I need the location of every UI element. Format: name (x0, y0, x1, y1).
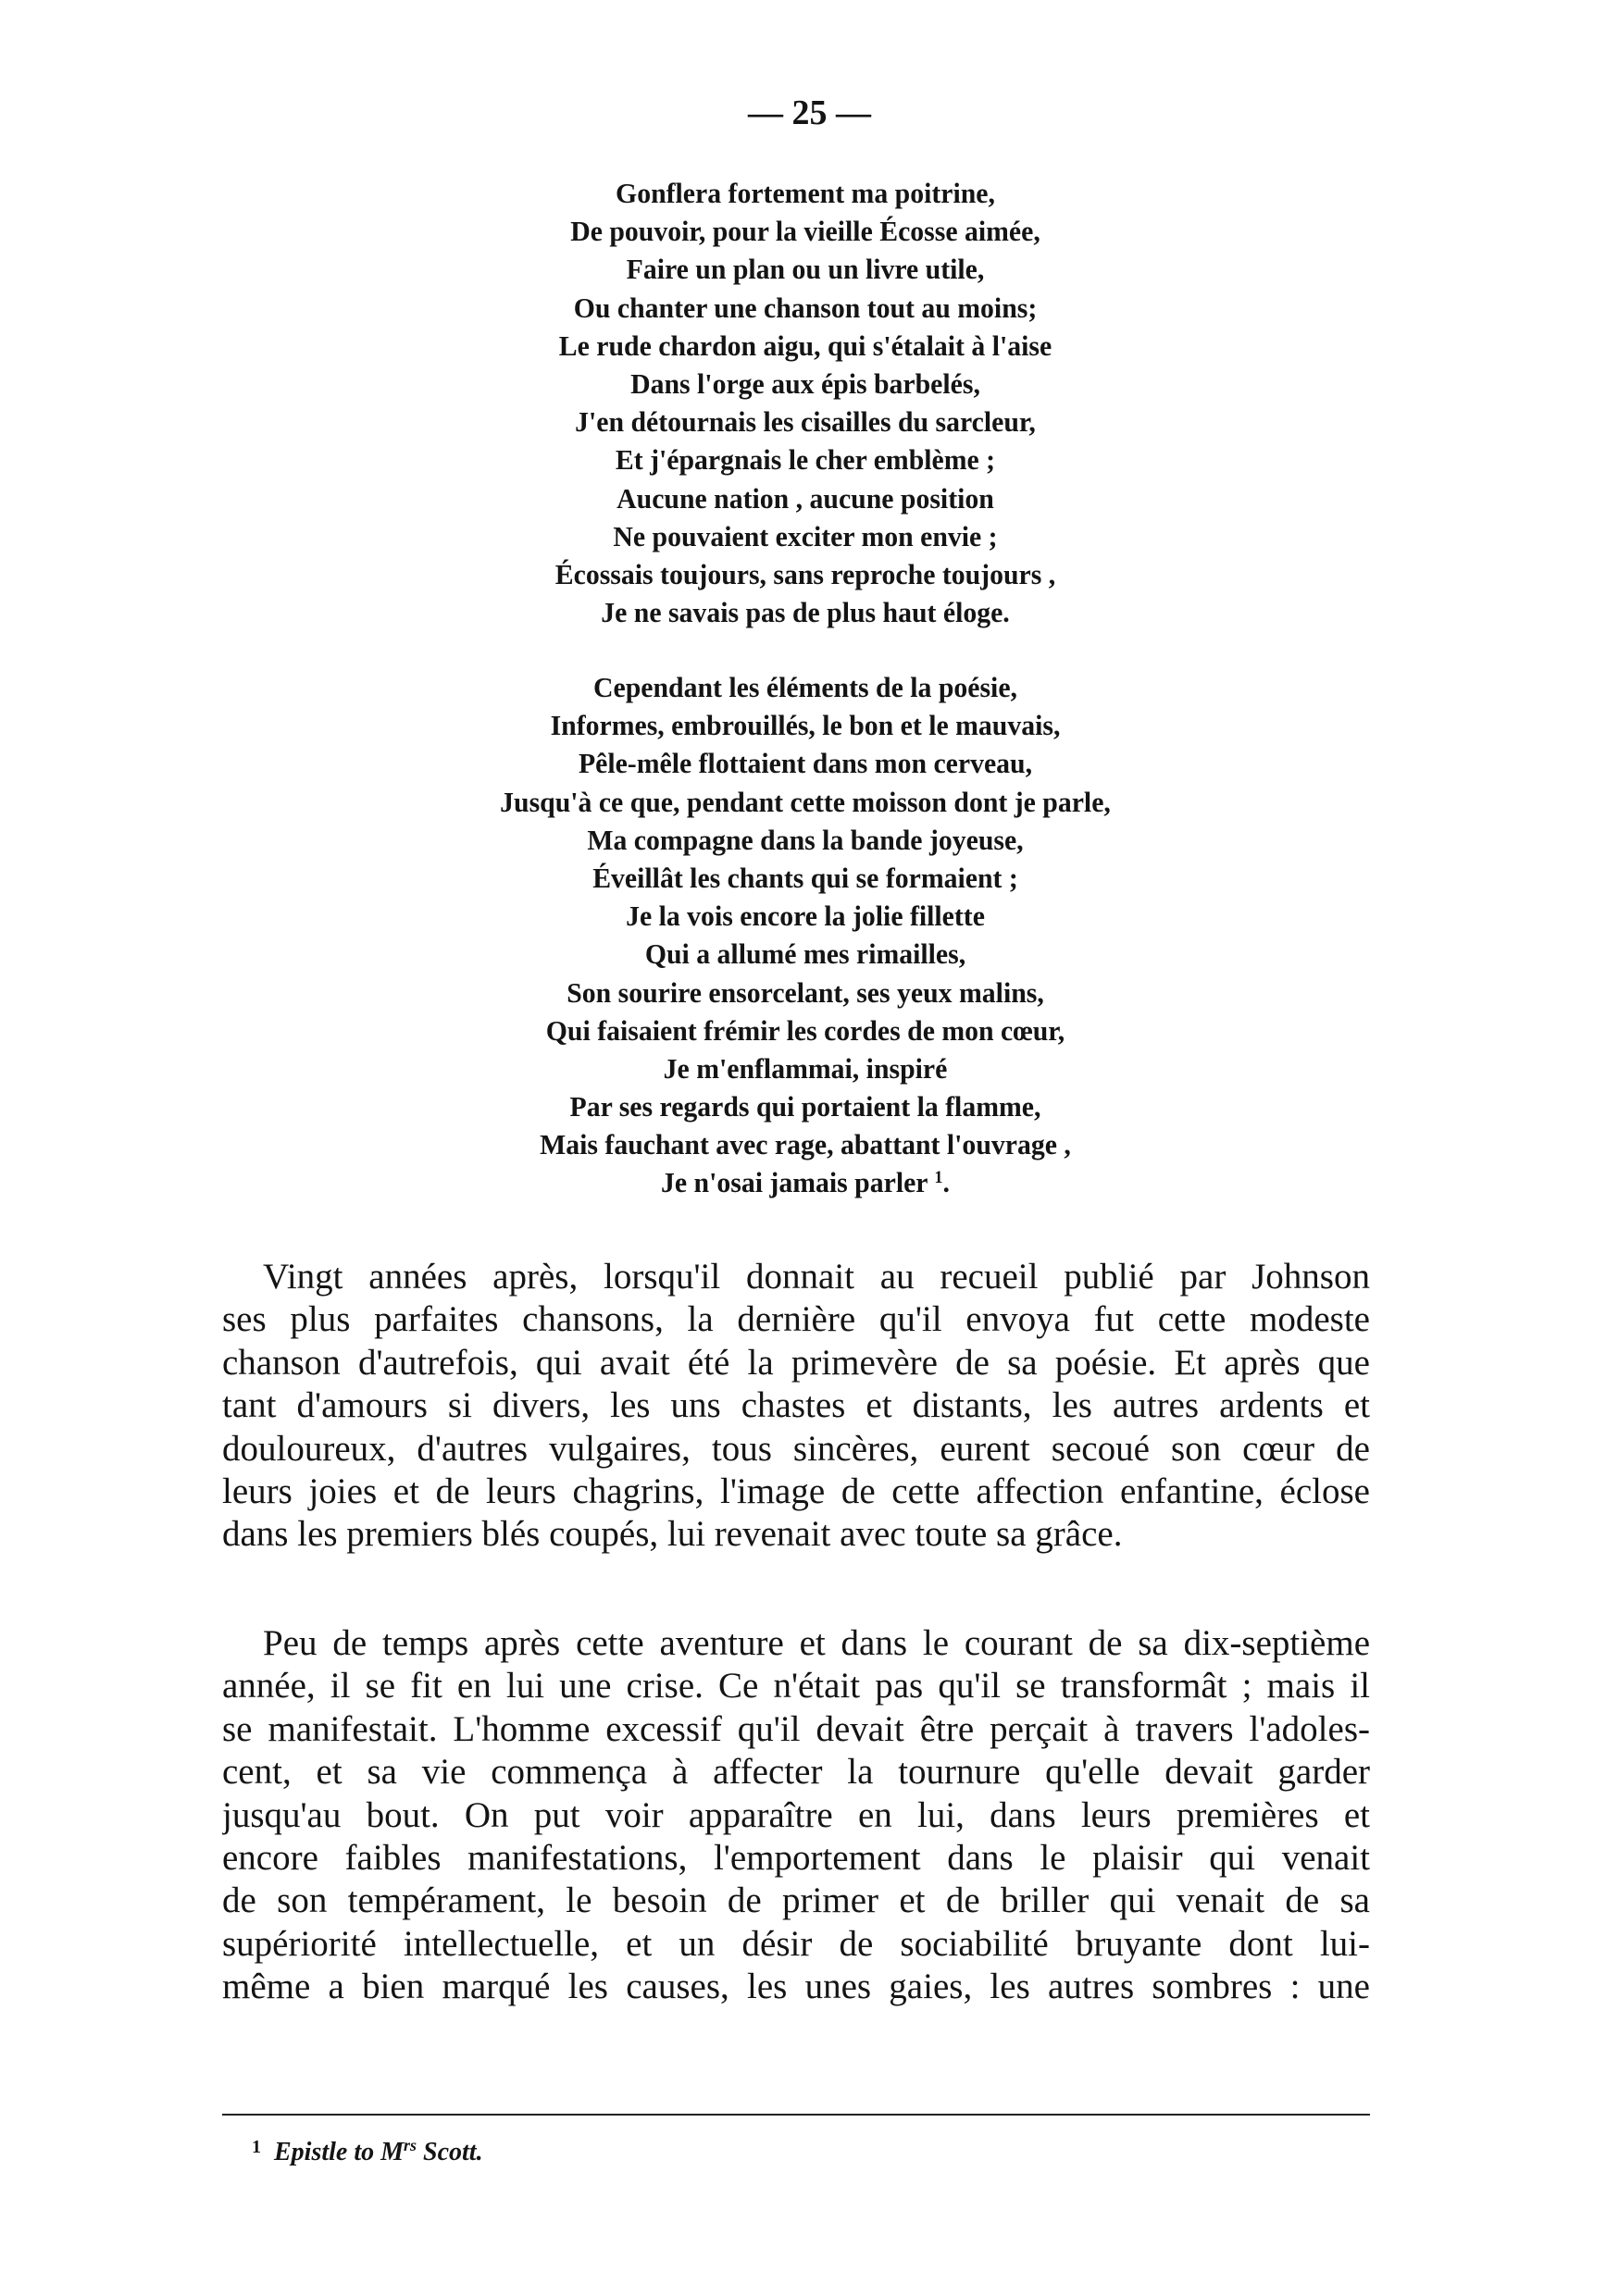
verse-text: Je n'osai jamais parler (661, 1166, 928, 1199)
verse-line: Je ne savais pas de plus haut éloge. (601, 596, 1010, 629)
prose-line: encore faibles manifestations, l'emportement dans le plaisir qui venait (222, 1837, 1370, 1878)
paragraph-2 (222, 1622, 1370, 2009)
verse-line: J'en détournais les cisailles du sarcleur, (575, 405, 1036, 439)
footnote-reference: 1 (934, 1168, 943, 1188)
footnote-text-end: Scott. (417, 2138, 483, 2166)
page-number: — 25 — (748, 93, 871, 132)
verse-line: Qui faisaient frémir les cordes de mon cœur, (545, 1013, 1065, 1047)
verse-line: Cependant les éléments de la poésie, (593, 671, 1017, 703)
poem-stanza-1 (423, 174, 1188, 631)
verse-line: Je la vois encore la jolie fillette (626, 900, 985, 933)
verse-line: Et j'épargnais le cher emblème ; (615, 443, 996, 477)
verse-line: Jusqu'à ce que, pendant cette moisson dont je parle, (500, 785, 1111, 818)
prose-line: jusqu'au bout. On put voir apparaître en lui, dans leurs premières et (222, 1794, 1370, 1835)
prose-line: année, il se fit en lui une crise. Ce n'était pas qu'il se transformât ; mais il (222, 1666, 1370, 1706)
verse-line: Gonflera fortement ma poitrine, (616, 177, 995, 209)
verse-line: Éveillât les chants qui se formaient ; (592, 861, 1018, 894)
footnote-text: Epistle to M (274, 2138, 405, 2166)
verse-line: Qui a allumé mes rimailles, (644, 937, 966, 971)
prose-line: leurs joies et de leurs chagrins, l'image de cette affection enfantine, éclose (222, 1471, 1370, 1511)
verse-line: Le rude chardon aigu, qui s'étalait à l'aise (558, 329, 1052, 362)
footnote-divider (222, 2114, 1370, 2116)
prose-line: douloureux, d'autres vulgaires, tous sincères, eurent secoué son cœur de (222, 1428, 1370, 1469)
footnote (252, 2130, 483, 2169)
poem-stanza-2 (423, 668, 1188, 1202)
prose-line: Peu de temps après cette aventure et dans le courant de sa dix-septième (263, 1623, 1370, 1663)
verse-line: Ne pouvaient exciter mon envie ; (613, 519, 998, 552)
prose-line: se manifestait. L'homme excessif qu'il devait être perçait à travers l'adoles- (222, 1708, 1370, 1749)
prose-line: ses plus parfaites chansons, la dernière qu'il envoya fut cette modeste (222, 1299, 1370, 1340)
prose-line: tant d'amours si divers, les uns chastes et distants, les autres ardents et (222, 1385, 1370, 1426)
prose-line: Vingt années après, lorsqu'il donnait au recueil publié par Johnson (263, 1257, 1370, 1297)
verse-punctuation: . (942, 1166, 950, 1199)
verse-line: Aucune nation , aucune position (616, 481, 994, 515)
verse-line: Ou chanter une chanson tout au moins; (573, 291, 1038, 324)
verse-line: Informes, embrouillés, le bon et le mauvais, (550, 709, 1061, 742)
verse-line: Par ses regards qui portaient la flamme, (569, 1090, 1041, 1123)
verse-line: Pêle-mêle flottaient dans mon cerveau, (578, 747, 1033, 780)
prose-line: de son tempérament, le besoin de primer et de briller qui venait de sa (222, 1880, 1370, 1921)
footnote-mark: 1 (252, 2137, 261, 2157)
paragraph-1 (222, 1256, 1370, 1557)
prose-line: même a bien marqué les causes, les unes gaies, les autres sombres : une (222, 1967, 1370, 2007)
verse-line: De pouvoir, pour la vieille Écosse aimée, (570, 215, 1040, 248)
verse-line: Dans l'orge aux épis barbelés, (630, 366, 980, 400)
prose-line: supériorité intellectuelle, et un désir de sociabilité bruyante dont lui- (222, 1923, 1370, 1964)
prose-line: cent, et sa vie commença à affecter la tournure qu'elle devait garder (222, 1752, 1370, 1793)
prose-line: chanson d'autrefois, qui avait été la primevère de sa poésie. Et après que (222, 1342, 1370, 1383)
verse-line: Ma compagne dans la bande joyeuse, (587, 823, 1024, 856)
verse-line: Écossais toujours, sans reproche toujours , (554, 557, 1056, 590)
prose-line: dans les premiers blés coupés, lui revenait avec toute sa grâce. (222, 1514, 1123, 1555)
footnote-superscript: rs (404, 2136, 417, 2154)
verse-line: Je m'enflammai, inspiré (663, 1051, 948, 1085)
verse-line: Mais fauchant avec rage, abattant l'ouvrage , (540, 1128, 1071, 1161)
verse-line: Faire un plan ou un livre utile, (626, 253, 985, 286)
verse-line-last (423, 1163, 1188, 1201)
verse-line: Son sourire ensorcelant, ses yeux malins, (567, 975, 1044, 1009)
